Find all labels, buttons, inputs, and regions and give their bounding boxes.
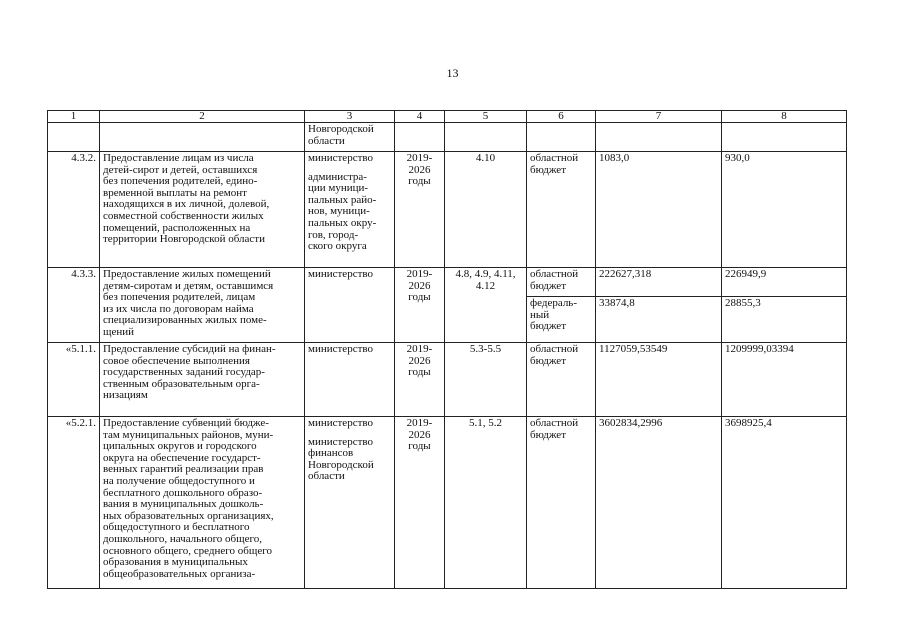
text-line: основного общего, среднего общего <box>103 544 272 557</box>
text-line: совое обеспечение выполнения <box>103 354 250 367</box>
text-line: области <box>308 470 345 483</box>
item-number <box>48 123 100 152</box>
text-line: венных гарантий реализации прав <box>103 463 264 476</box>
item-description <box>100 417 305 589</box>
amount-col-7: 222627,318 <box>596 268 722 297</box>
funding-source <box>527 343 596 417</box>
text-line: вания в муниципальных дошколь- <box>103 498 264 511</box>
table-row-4-3-2 <box>48 152 847 268</box>
text-line: пальных райо- <box>308 193 377 206</box>
amount-col-8: 28855,3 <box>722 297 847 343</box>
text-line: щений <box>103 325 135 338</box>
text-line: бюджет <box>530 279 566 292</box>
responsible-executor <box>305 152 395 268</box>
amount-col-8: 1209999,03394 <box>722 343 847 417</box>
item-description <box>100 123 305 152</box>
responsible-executor <box>305 343 395 417</box>
text-line: Новгородской <box>308 123 374 135</box>
item-number: 4.3.2. <box>48 152 100 268</box>
funding-source <box>527 123 596 152</box>
text-line: ского округа <box>308 240 367 253</box>
column-number: 7 <box>596 111 722 123</box>
text-line: годы <box>408 366 431 379</box>
responsible-executor <box>305 268 395 343</box>
text-line: ции муници- <box>308 182 369 195</box>
text-line: 5.3-5.5 <box>469 343 502 355</box>
column-number: 5 <box>445 111 527 123</box>
column-number: 6 <box>527 111 596 123</box>
text-line: Предоставление субвенций бюдже- <box>103 417 269 429</box>
text-line: образования в муниципальных <box>103 556 248 569</box>
text-line: ный <box>530 308 550 321</box>
text-line: 2026 <box>408 163 431 176</box>
text-line: территории Новгородской области <box>103 233 265 246</box>
text-line: областной <box>530 268 579 280</box>
table-row-4-3-3 <box>48 268 847 297</box>
text-line: областной <box>530 417 579 429</box>
text-line: дошкольного, начального общего, <box>103 532 262 545</box>
text-line: годы <box>408 175 431 188</box>
text-line: из их числа по договорам найма <box>103 302 254 315</box>
text-line: министерство <box>308 435 374 448</box>
column-number: 8 <box>722 111 847 123</box>
text-line: 2019- <box>406 417 433 429</box>
text-line: 2019- <box>406 343 433 355</box>
item-description <box>100 268 305 343</box>
text-line: годы <box>408 291 431 304</box>
column-number: 2 <box>100 111 305 123</box>
responsible-executor <box>305 417 395 589</box>
text-line: 4.8, 4.9, 4.11, <box>455 268 516 280</box>
text-line: финансов <box>308 447 354 460</box>
text-line: без попечения родителей, едино- <box>103 175 258 188</box>
column-number: 3 <box>305 111 395 123</box>
text-line: совместной собственности жилых <box>103 209 264 222</box>
implementation-period <box>395 343 445 417</box>
text-line: ственным образовательным орга- <box>103 377 260 390</box>
amount-col-7: 3602834,2996 <box>596 417 722 589</box>
responsible-executor <box>305 123 395 152</box>
text-line: находящихся в их личной, долевой, <box>103 198 270 211</box>
target-indicators <box>445 417 527 589</box>
text-line: там муниципальных районов, муни- <box>103 428 274 441</box>
text-line: помещений, расположенных на <box>103 221 251 234</box>
target-indicators <box>445 123 527 152</box>
implementation-period <box>395 268 445 343</box>
text-line: государственных заданий государ- <box>103 366 265 379</box>
column-number: 1 <box>48 111 100 123</box>
funding-source <box>527 152 596 268</box>
amount-col-7 <box>596 123 722 152</box>
amount-col-7: 1127059,53549 <box>596 343 722 417</box>
text-line: министерство <box>308 152 374 164</box>
text-line: бесплатного дошкольного образо- <box>103 486 263 499</box>
text-line: 2026 <box>408 428 431 441</box>
text-line: федераль- <box>530 297 577 309</box>
text-line: детей-сирот и детей, оставшихся <box>103 163 258 176</box>
column-number: 4 <box>395 111 445 123</box>
item-number: 4.3.3. <box>48 268 100 343</box>
item-description <box>100 343 305 417</box>
text-line: 5.1, 5.2 <box>469 417 502 429</box>
text-line: ципальных округов и городского <box>103 440 257 453</box>
item-number: «5.2.1. <box>48 417 100 589</box>
text-line: общеобразовательных организа- <box>103 567 256 580</box>
funding-source <box>527 297 596 343</box>
table-row-continuation <box>48 123 847 152</box>
text-line: 2019- <box>406 268 433 280</box>
text-line: 4.10 <box>475 152 496 164</box>
text-line: без попечения родителей, лицам <box>103 291 256 304</box>
implementation-period <box>395 123 445 152</box>
text-line: бюджет <box>530 428 566 441</box>
text-line: годы <box>408 440 431 453</box>
text-line: Предоставление жилых помещений <box>103 268 271 280</box>
item-description <box>100 152 305 268</box>
text-line: детям-сиротам и детям, оставшимся <box>103 279 274 292</box>
text-line: Предоставление лицам из числа <box>103 152 254 164</box>
text-line: нов, муници- <box>308 205 370 218</box>
table-row-5-2-1 <box>48 417 847 589</box>
text-line: гов, город- <box>308 228 359 241</box>
text-line: бюджет <box>530 320 566 333</box>
text-line: Предоставление субсидий на финан- <box>103 343 276 355</box>
amount-col-8: 930,0 <box>722 152 847 268</box>
budget-table <box>47 110 847 589</box>
target-indicators <box>445 152 527 268</box>
text-line: областной <box>530 343 579 355</box>
funding-source <box>527 417 596 589</box>
amount-col-8: 226949,9 <box>722 268 847 297</box>
text-line: округа на обеспечение государст- <box>103 451 261 464</box>
text-line: 2026 <box>408 279 431 292</box>
amount-col-7: 1083,0 <box>596 152 722 268</box>
text-line: 2026 <box>408 354 431 367</box>
text-line: временной выплаты на ремонт <box>103 186 247 199</box>
page-number: 13 <box>446 66 459 80</box>
target-indicators <box>445 268 527 343</box>
text-line: 2019- <box>406 152 433 164</box>
text-line: министерство <box>308 343 374 355</box>
text-line: области <box>308 134 345 147</box>
item-number: «5.1.1. <box>48 343 100 417</box>
text-line: специализированных жилых поме- <box>103 314 267 327</box>
text-line: бюджет <box>530 354 566 367</box>
column-number-row <box>48 111 847 123</box>
text-line: Новгородской <box>308 458 374 471</box>
amount-col-8: 3698925,4 <box>722 417 847 589</box>
text-line: министерство <box>308 268 374 280</box>
text-line: пальных окру- <box>308 216 377 229</box>
text-line: общедоступного и бесплатного <box>103 521 250 534</box>
implementation-period <box>395 152 445 268</box>
text-line: бюджет <box>530 163 566 176</box>
implementation-period <box>395 417 445 589</box>
text-line: на получение общедоступного и <box>103 474 255 487</box>
text-line: 4.12 <box>475 279 496 292</box>
text-line: ных образовательных организациях, <box>103 509 274 522</box>
text-line: областной <box>530 152 579 164</box>
amount-col-7: 33874,8 <box>596 297 722 343</box>
target-indicators <box>445 343 527 417</box>
text-line: администра- <box>308 170 367 183</box>
text-line: министерство <box>308 417 374 429</box>
funding-source <box>527 268 596 297</box>
table-row-5-1-1 <box>48 343 847 417</box>
text-line: низациям <box>103 389 148 402</box>
amount-col-8 <box>722 123 847 152</box>
